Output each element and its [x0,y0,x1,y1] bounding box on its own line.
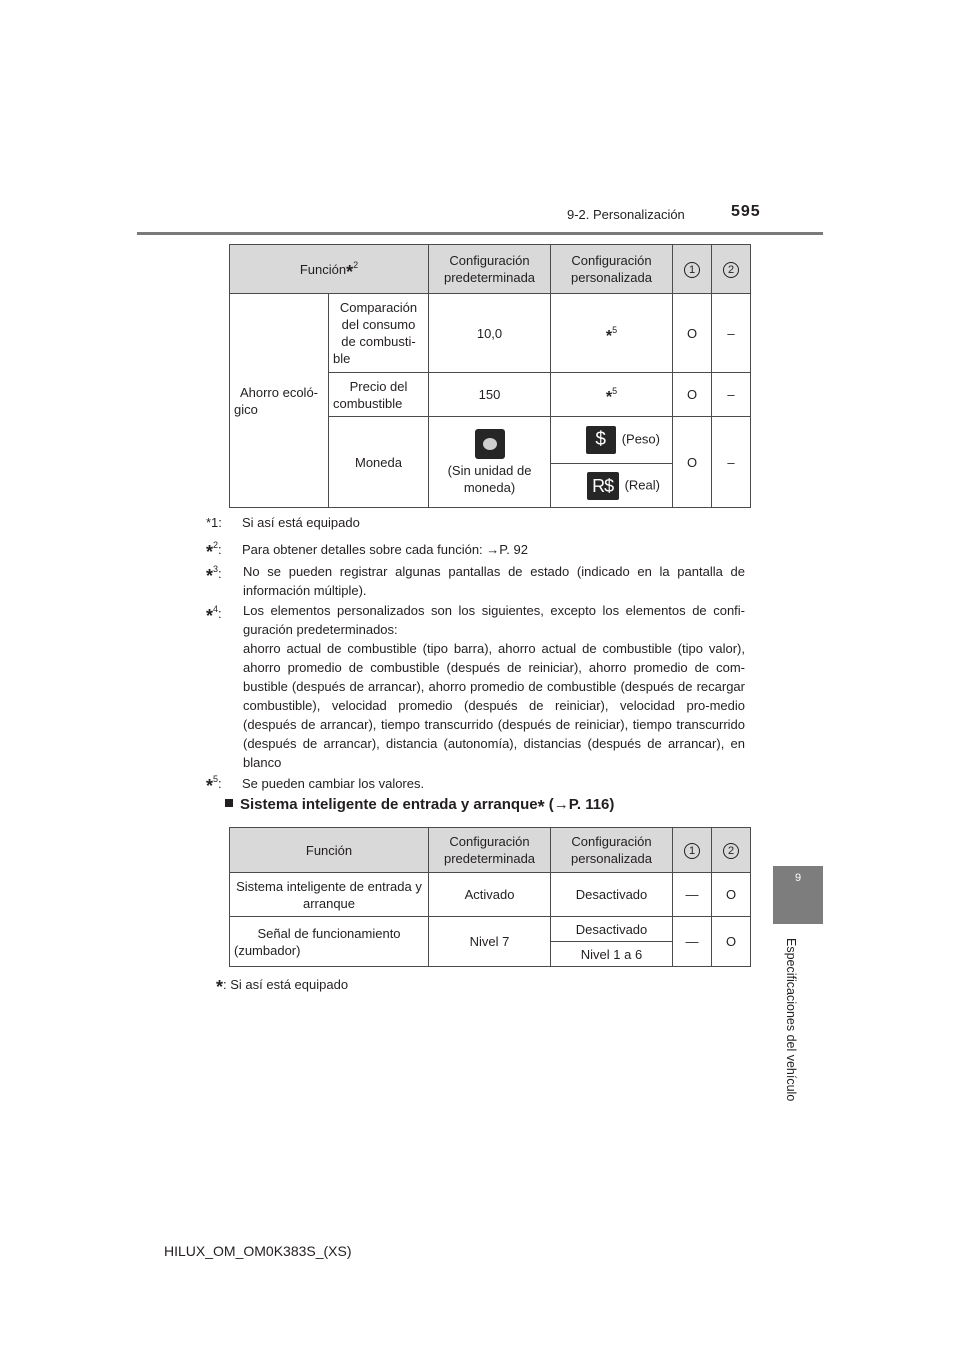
row-custom-alt: Nivel 1 a 6 [551,942,673,967]
section-heading: 9-2. Personalización [567,207,685,222]
row-col-1: O [673,294,712,373]
row-default: 150 [429,373,551,417]
header-col-1 [673,828,712,873]
circled-1-icon: 1 [684,262,700,278]
row-col-1: — [673,917,712,967]
header-function: Función*$^2$ [230,245,429,294]
row-col-2: – [712,294,751,373]
row-item: Moneda [329,417,429,508]
chapter-tab: 9 [773,866,823,924]
header-custom: Configuración personalizada [551,245,673,294]
table-row [230,917,751,942]
footnote-4-text: Los elementos personalizados son los siguientes, excepto los elementos de confi-guración predeterminados: ahorro actual de combustible (tipo barra), ahorro actual de combustible (tipo valor), ahorro promedio de combustible (después de reiniciar), ahorro promedio de com-bustible (después de arrancar), ahorro promedio de combustible (después de recargar combustible), velocidad promedio (después de reiniciar), velocidad pro-medio (después de arrancar), tiempo transcurrido (después de reiniciar), tiempo transcurrido (después de arrancar), distancia (autonomía), distancias (después de arrancar), en blanco [243,603,745,770]
square-bullet-icon [225,799,233,807]
circled-1-icon: 1 [684,843,700,859]
row-col-1: O [673,373,712,417]
header-col-2 [712,828,751,873]
header-col-2 [712,245,751,294]
row-custom: *$^5$ [551,294,673,373]
row-custom: *$^5$ [551,373,673,417]
row-default: (Sin unidad de moneda) [429,417,551,508]
document-code: HILUX_OM_OM0K383S_(XS) [164,1243,352,1259]
row-col-2: – [712,417,751,508]
footnote-5: *$^5$: Se pueden cambiar los valores. [206,774,425,796]
circled-2-icon: 2 [723,843,739,859]
row-item: Comparación del consumo de combusti-ble [329,294,429,373]
header-divider [137,232,823,235]
row-col-1: O [673,417,712,508]
row-col-2: O [712,917,751,967]
header-default: Configuración predeterminada [429,828,551,873]
table-row [230,873,751,917]
row-col-2: – [712,373,751,417]
table-row [230,294,751,373]
row-col-1: — [673,873,712,917]
table-header-row [230,828,751,873]
row-item: Señal de funcionamiento (zumbador) [230,917,429,967]
header-col-1 [673,245,712,294]
footnote-equipped: *: Si así está equipado [216,977,349,997]
row-item: Sistema inteligente de entrada y arranque [230,873,429,917]
page-number: 595 [731,203,761,220]
section-title: Sistema inteligente de entrada y arranque* (→P. 116) [225,796,614,818]
footnote-1: *1: Si así está equipado [206,515,360,530]
circled-2-icon: 2 [723,262,739,278]
header-function: Función [230,828,429,873]
row-default: Activado [429,873,551,917]
peso-currency-icon: $ [586,426,616,454]
header-default: Configuración predeterminada [429,245,551,294]
row-col-2: O [712,873,751,917]
row-custom: Desactivado [551,873,673,917]
chapter-title: Especificaciones del vehículo [784,938,798,1102]
customization-table-smart-entry [229,827,751,967]
footnote-4-mark: *$^4$: [206,604,222,626]
row-default: 10,0 [429,294,551,373]
customization-table-eco [229,244,751,508]
row-custom: Desactivado [551,917,673,942]
row-custom-real: R$ (Real) [551,464,673,508]
table-header-row [230,245,751,294]
header-custom: Configuración personalizada [551,828,673,873]
footnote-2: *$^2$: Para obtener detalles sobre cada función: →P. 92 [206,540,528,562]
footnote-3-mark: *$^3$: [206,564,222,586]
row-custom-peso: $ (Peso) [551,417,673,464]
row-default: Nivel 7 [429,917,551,967]
row-item: Precio del combustible [329,373,429,417]
no-currency-icon [475,429,505,459]
group-label: Ahorro ecoló-gico [230,294,329,508]
real-currency-icon: R$ [587,472,619,500]
footnote-3-text: No se pueden registrar algunas pantallas de estado (indicado en la pantalla de información múltiple). [243,564,745,598]
